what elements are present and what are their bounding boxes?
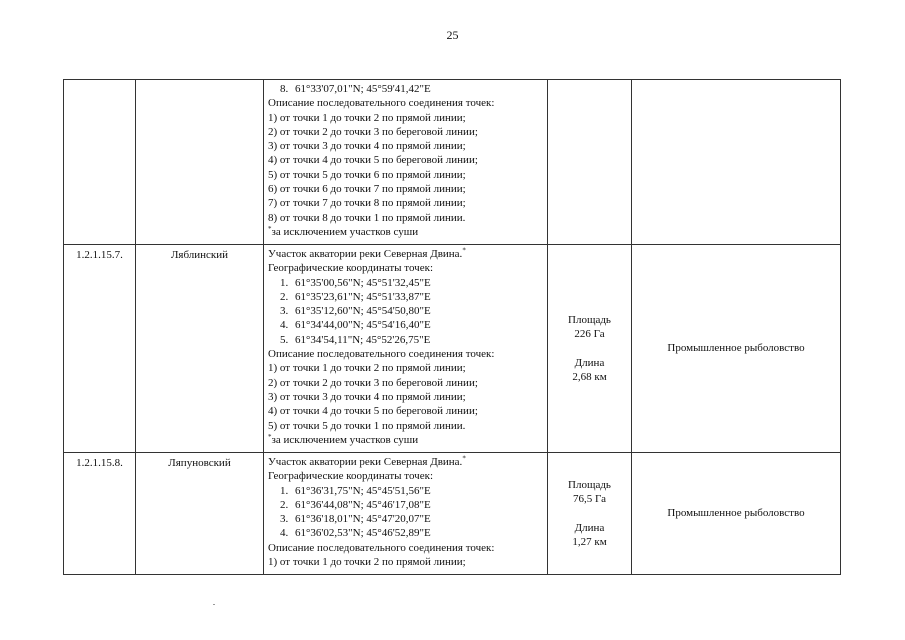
area-label: Площадь	[568, 478, 611, 491]
area-description	[264, 453, 548, 575]
coordinate-point: 8. 61°33'07,01"N; 45°59'41,42"E	[280, 83, 431, 95]
area-usage: Промышленное рыболовство	[632, 453, 841, 575]
page-number: 25	[446, 28, 459, 42]
connection-item: 5) от точки 5 до точки 1 по прямой линии.	[268, 419, 466, 432]
table-row	[64, 453, 841, 575]
area-name	[136, 80, 264, 245]
connection-item: 8) от точки 8 до точки 1 по прямой линии.	[268, 211, 466, 224]
area-name: Ляпуновский	[136, 453, 264, 575]
connection-item: 5) от точки 5 до точки 6 по прямой линии;	[268, 168, 466, 181]
area-value: 226 Га	[574, 328, 605, 341]
connections-title: Описание последовательного соединения точек:	[268, 348, 495, 361]
length-value: 2,68 км	[572, 370, 607, 383]
coordinate-point: 1. 61°35'00,56"N; 45°51'32,45"E	[280, 276, 431, 289]
area-value: 76,5 Га	[573, 493, 606, 506]
connections-title: Описание последовательного соединения точек:	[268, 97, 495, 110]
footnote: *за исключением участков суши	[268, 432, 419, 446]
coordinate-point: 4. 61°34'44,00"N; 45°54'16,40"E	[280, 319, 431, 332]
connection-item: 6) от точки 6 до точки 7 по прямой линии;	[268, 183, 466, 196]
length-label: Длина	[574, 521, 605, 534]
area-label: Площадь	[568, 313, 611, 326]
connection-item: 2) от точки 2 до точки 3 по береговой линии;	[268, 376, 478, 389]
area-code	[64, 80, 136, 245]
connection-item: 4) от точки 4 до точки 5 по береговой линии;	[268, 405, 478, 418]
area-metrics	[548, 245, 632, 453]
coordinate-point: 3. 61°35'12,60"N; 45°54'50,80"E	[280, 305, 431, 318]
area-description	[264, 80, 548, 245]
coordinate-point: 2. 61°35'23,61"N; 45°51'33,87"E	[280, 290, 431, 303]
table-row	[64, 80, 841, 245]
connection-item: 7) от точки 7 до точки 8 по прямой линии;	[268, 197, 466, 210]
connections-title: Описание последовательного соединения точек:	[268, 541, 495, 554]
connection-item: 1) от точки 1 до точки 2 по прямой линии;	[268, 111, 466, 124]
area-usage: Промышленное рыболовство	[632, 245, 841, 453]
coords-title: Географические координаты точек:	[268, 470, 433, 483]
length-value: 1,27 км	[572, 535, 607, 548]
coordinate-point: 1. 61°36'31,75"N; 45°45'51,56"E	[280, 484, 431, 497]
coordinate-point: 2. 61°36'44,08"N; 45°46'17,08"E	[280, 498, 431, 511]
connection-item: 3) от точки 3 до точки 4 по прямой линии;	[268, 140, 466, 153]
area-description	[264, 245, 548, 453]
area-usage	[632, 80, 841, 245]
table-row	[64, 245, 841, 453]
area-code: 1.2.1.15.7.	[64, 245, 136, 453]
area-name: Ляблинский	[136, 245, 264, 453]
area-title: Участок акватории реки Северная Двина.*	[268, 246, 466, 260]
length-label: Длина	[574, 356, 605, 369]
scan-speck	[213, 604, 215, 605]
connection-item: 1) от точки 1 до точки 2 по прямой линии;	[268, 556, 466, 569]
area-metrics	[548, 80, 632, 245]
connection-item: 1) от точки 1 до точки 2 по прямой линии;	[268, 362, 466, 375]
connection-item: 2) от точки 2 до точки 3 по береговой линии;	[268, 125, 478, 138]
connection-item: 4) от точки 4 до точки 5 по береговой линии;	[268, 154, 478, 167]
fishing-areas-table	[63, 79, 841, 575]
area-metrics	[548, 453, 632, 575]
coordinate-point: 4. 61°36'02,53"N; 45°46'52,89"E	[280, 527, 431, 540]
coordinate-point: 5. 61°34'54,11"N; 45°52'26,75"E	[280, 333, 431, 346]
connection-item: 3) от точки 3 до точки 4 по прямой линии;	[268, 390, 466, 403]
coords-title: Географические координаты точек:	[268, 262, 433, 275]
area-code: 1.2.1.15.8.	[64, 453, 136, 575]
footnote: *за исключением участков суши	[268, 224, 419, 238]
coordinate-point: 3. 61°36'18,01"N; 45°47'20,07"E	[280, 513, 431, 526]
area-title: Участок акватории реки Северная Двина.*	[268, 454, 466, 468]
